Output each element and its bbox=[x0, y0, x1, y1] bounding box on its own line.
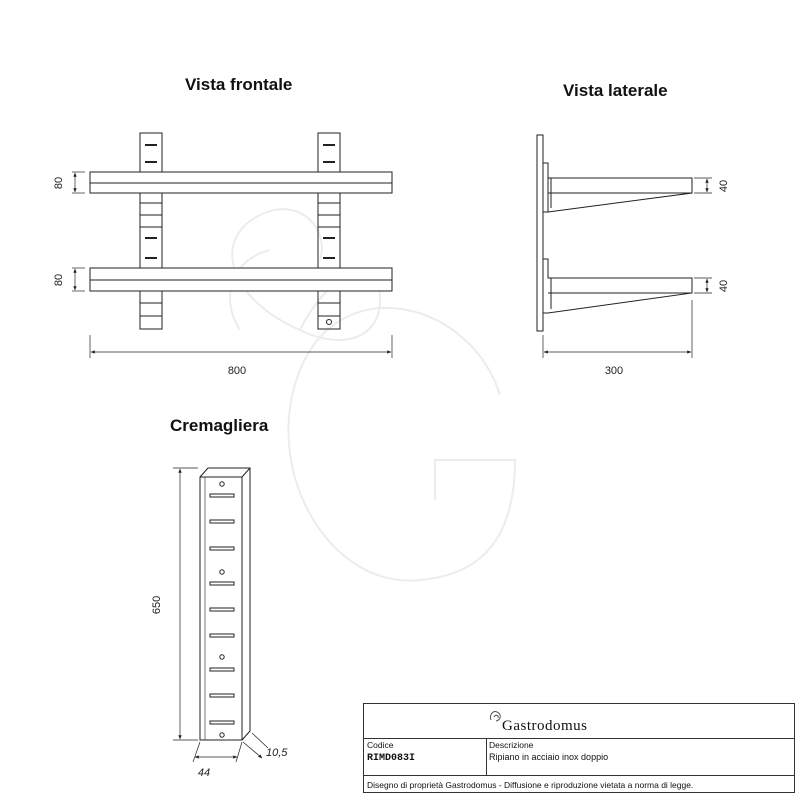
dim-rack-height: 650 bbox=[151, 595, 163, 615]
title-block-header bbox=[364, 704, 794, 739]
code-label: Codice bbox=[367, 740, 394, 750]
description-value: Ripiano in acciaio inox doppio bbox=[489, 752, 609, 762]
rack-view bbox=[173, 468, 268, 762]
side-wall-rack bbox=[537, 135, 543, 331]
title-block bbox=[363, 703, 795, 793]
side-bracket-bottom bbox=[543, 259, 692, 313]
dim-rack-depth: 10,5 bbox=[266, 747, 288, 759]
dim-front-height-bottom: 80 bbox=[53, 273, 65, 287]
dim-side-depth: 300 bbox=[604, 365, 624, 377]
dim-front-height-top: 80 bbox=[53, 176, 65, 190]
front-rack-right bbox=[318, 133, 340, 329]
description-cell bbox=[486, 738, 794, 776]
side-view bbox=[537, 135, 712, 358]
dim-side-height-bottom: 40 bbox=[718, 279, 730, 293]
dim-side-height-top: 40 bbox=[718, 179, 730, 193]
code-value: RIMD083I bbox=[367, 753, 416, 764]
brand-name: Gastrodomus bbox=[502, 718, 588, 734]
side-view-title: Vista laterale bbox=[563, 81, 668, 100]
side-bracket-top bbox=[543, 163, 692, 212]
dim-rack-width: 44 bbox=[197, 767, 211, 779]
front-rack-left bbox=[140, 133, 162, 329]
dim-front-width: 800 bbox=[227, 365, 247, 377]
ownership-notice: Disegno di proprietà Gastrodomus - Diffusione e riproduzione vietata a norma di legge. bbox=[367, 780, 694, 790]
rack-view-title: Cremagliera bbox=[170, 416, 269, 435]
description-label: Descrizione bbox=[489, 740, 534, 750]
front-view-title: Vista frontale bbox=[185, 75, 293, 94]
front-view bbox=[72, 133, 392, 358]
code-cell bbox=[364, 738, 487, 776]
